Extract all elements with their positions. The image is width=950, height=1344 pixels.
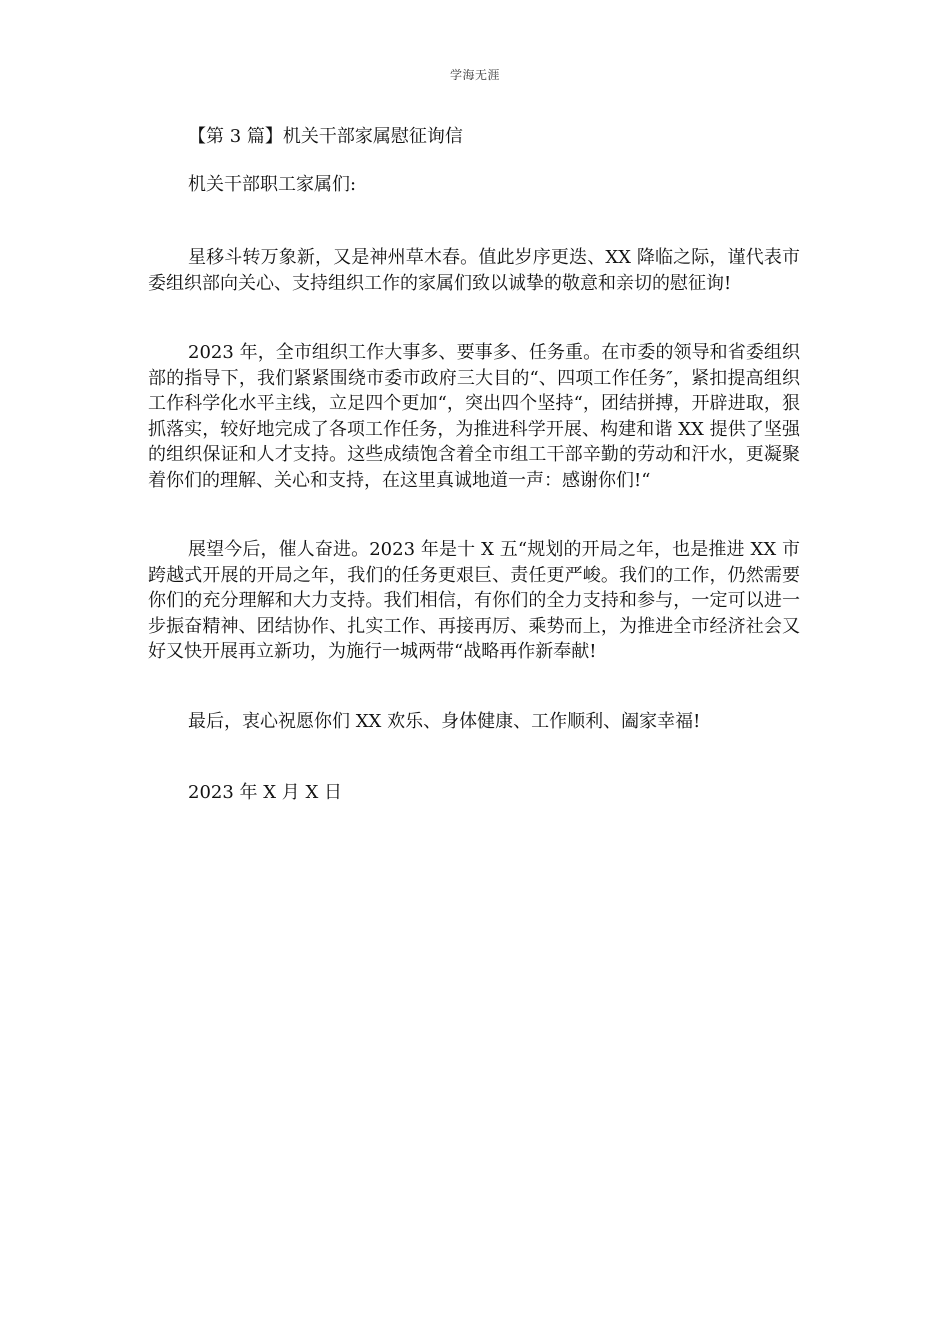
paragraph-review: 2023 年，全市组织工作大事多、要事多、任务重。在市委的领导和省委组织部的指导下，我们紧紧围绕市委市政府三大目的“、四项工作任务″，紧扣提高组织工作科学化水平主线，立足四个更加“，突出四个坚持“，团结拼搏，开辟进取，狠抓落实，较好地完成了各项工作任务，为推进科学开展、构建和谐 XX 提供了坚强的组织保证和人才支持。这些成绩饱含着全市组工干部辛勤的劳动和汗水，更凝聚着你们的理解、关心和支持，在这里真诚地道一声：感谢你们!“ [148, 342, 800, 491]
letter-salutation: 机关干部职工家属们: [188, 174, 357, 195]
page-header: 学海无涯 [449, 68, 500, 82]
letter-body [148, 124, 800, 806]
paragraph-greeting: 星移斗转万象新，又是神州草木春。值此岁序更迭、XX 降临之际，谨代表市委组织部向关心、支持组织工作的家属们致以诚挚的敬意和亲切的慰征询! [148, 247, 800, 294]
letter-title: 【第 3 篇】机关干部家属慰征询信 [188, 126, 463, 147]
letter-closing: 最后，衷心祝愿你们 XX 欢乐、身体健康、工作顺利、阖家幸福! [188, 710, 701, 732]
letter-date: 2023 年 X 月 X 日 [188, 781, 343, 803]
paragraph-outlook: 展望今后，催人奋进。2023 年是十 X 五“规划的开局之年，也是推进 XX 市跨越式开展的开局之年，我们的任务更艰巨、责任更严峻。我们的工作，仍然需要你们的充分理解和大力支持。我们相信，有你们的全力支持和参与，一定可以进一步振奋精神、团结协作、扎实工作、再接再厉、乘势而上，为推进全市经济社会又好又快开展再立新功，为施行一城两带“战略再作新奉献! [148, 539, 800, 662]
